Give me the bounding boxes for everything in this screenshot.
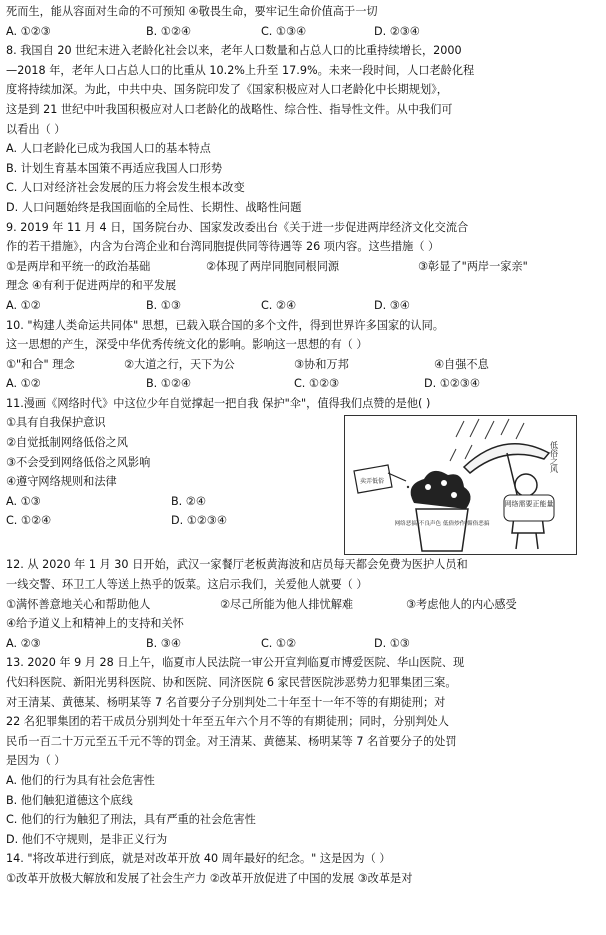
question-stem-line: 9. 2019 年 11 月 4 日，国务院台办、国家发改委出台《关于进一步促进两岸经济文化交流合 (6, 220, 469, 234)
question-stem-line: 代妇科医院、新阳光男科医院、协和医院、同济医院 6 家民营医院涉恶势力犯罪集团三案。 (6, 676, 457, 690)
option-a[interactable]: A. ①③ (6, 494, 41, 508)
statement-4: ④给予道义上和精神上的支持和关怀 (6, 617, 184, 631)
option-d[interactable]: D. ①②③④ (424, 377, 480, 391)
text-line: 死而生，能从容面对生命的不可预知 ④敬畏生命，要牢记生命价值高于一切 (6, 5, 378, 18)
option-d[interactable]: D. ①②③④ (171, 514, 227, 528)
question-13 (6, 653, 596, 849)
rain-label: 低俗之风 (549, 441, 559, 474)
statement-1: ①是两岸和平统一的政治基础 (6, 259, 151, 273)
statement-row (6, 355, 596, 375)
question-10 (6, 316, 596, 394)
question-9 (6, 218, 596, 316)
choice-c[interactable]: C. 人口对经济社会发展的压力将会发生根本改变 (6, 181, 245, 195)
option-c[interactable]: C. ②④ (261, 298, 296, 312)
statement-row (6, 257, 596, 277)
question-stem-line: —2018 年，老年人口占总人口的比重从 10.2%上升至 17.9%。未来一段时间，人口老龄化程 (6, 63, 475, 77)
question-stem-line: 这一思想的产生，深受中华优秀传统文化的影响。影响这一思想的有（ ） (6, 338, 368, 352)
question-stem-line: 对王清某、黄德某、杨明某等 7 名首要分子分别判处二十年至十一年不等的有期徒刑；对 (6, 695, 446, 709)
option-a[interactable]: A. ①② (6, 377, 41, 391)
option-b[interactable]: B. ②④ (171, 494, 206, 508)
question-14 (6, 849, 596, 888)
statement-3: ③考虑他人的内心感受 (406, 597, 517, 611)
option-a[interactable]: A. ①②③ (6, 24, 51, 38)
statement-3: ③彰显了"两岸一家亲" (418, 259, 528, 273)
question-stem-line: 这是到 21 世纪中叶我国积极应对人口老龄化的战略性、综合性、指导性文件。从中我们可 (6, 102, 453, 116)
choice-b[interactable]: B. 计划生育基本国策不再适应我国人口形势 (6, 161, 223, 175)
option-b[interactable]: B. ①③ (146, 298, 181, 312)
statement-2: ②自觉抵制网络低俗之风 (6, 436, 128, 450)
statement-4: ④遵守网络规则和法律 (6, 475, 117, 489)
question-stem-line: 13. 2020 年 9 月 28 日上午，临夏市人民法院一审公开宣判临夏市博爱医院、华山医院、现 (6, 656, 465, 670)
statement-3: ③不会受到网络低俗之风影响 (6, 455, 151, 469)
statement-2: ②尽己所能为他人排忧解难 (220, 597, 354, 611)
option-a[interactable]: A. ②③ (6, 636, 41, 650)
statement-2: ②大道之行，天下为公 (124, 357, 235, 371)
statement-3: ③协和万邦 (294, 357, 349, 371)
option-a[interactable]: A. ①② (6, 298, 41, 312)
question-stem-line: 14. "将改革进行到底，就是对改革开放 40 周年最好的纪念。" 这是因为（ ） (6, 852, 391, 866)
question-12 (6, 555, 596, 653)
option-row (6, 492, 346, 512)
choice-a[interactable]: A. 人口老龄化已成为我国人口的基本特点 (6, 142, 211, 156)
question-stem-line: 度将持续加深。为此，中共中央、国务院印发了《国家积极应对人口老龄化中长期规划》， (6, 83, 448, 97)
statement-2: ②体现了两岸同胞同根同源 (206, 259, 340, 273)
question-stem-line: 作的若干措施》，内含为台湾企业和台湾同胞提供同等待遇等 26 项内容。这些措施（ ） (6, 240, 440, 254)
statement-1: ①满怀善意地关心和帮助他人 (6, 597, 151, 611)
choice-d[interactable]: D. 人口问题始终是我国面临的全局性、长期性、战略性问题 (6, 200, 302, 214)
option-c[interactable]: C. ①③④ (261, 24, 307, 38)
statement-1: ①"和合" 理念 (6, 357, 75, 371)
choice-c[interactable]: C. 他们的行为触犯了刑法，具有严重的社会危害性 (6, 813, 256, 827)
option-c[interactable]: C. ①② (261, 636, 296, 650)
option-c[interactable]: C. ①②④ (6, 514, 52, 528)
question-stem-line: 22 名犯罪集团的若干成员分别判处十年至五年六个月不等的有期徒刑；同时，分别判处人 (6, 715, 449, 729)
option-d[interactable]: D. ③④ (374, 298, 410, 312)
option-row (6, 22, 596, 42)
choice-a[interactable]: A. 他们的行为具有社会危害性 (6, 774, 155, 787)
choice-b[interactable]: B. 他们触犯道德这个底线 (6, 793, 133, 807)
statement-4: ④自强不息 (434, 357, 489, 371)
option-b[interactable]: B. ③④ (146, 636, 181, 650)
option-d[interactable]: D. ①③ (374, 636, 410, 650)
umbrella-label: 网络需要正能量 (504, 500, 554, 509)
option-b[interactable]: B. ①②④ (146, 24, 191, 38)
question-stem-line: 10. "构建人类命运共同体" 思想，已载入联合国的多个文件，得到世界许多国家的认同。 (6, 318, 444, 332)
question-stem-line: 民币一百二十万元至五千元不等的罚金。对王清某、黄德某、杨明某等 7 名首要分子的处罚 (6, 734, 457, 748)
option-row (6, 634, 596, 654)
question-11 (6, 394, 596, 556)
question-8 (6, 41, 596, 217)
statement-row: ①改革开放极大解放和发展了社会生产力 ②改革开放促进了中国的发展 ③改革是对 (6, 871, 413, 885)
statement-row: 理念 ④有利于促进两岸的和平发展 (6, 279, 177, 293)
question-stem-line: 以看出（ ） (6, 122, 66, 136)
question-stem-line: 11.漫画《网络时代》中这位少年自觉撑起一把自我 保护"伞"，值得我们点赞的是他( ) (6, 396, 431, 410)
can-label: 卖弄低俗 (360, 478, 385, 486)
option-d[interactable]: D. ②③④ (374, 24, 420, 38)
question-stem-line: 是因为（ ） (6, 754, 66, 768)
question-stem-line: 12. 从 2020 年 1 月 30 日开始，武汉一家餐厅老板黄海波和店员每天都会免费为医护人员和 (6, 558, 468, 572)
option-b[interactable]: B. ①②④ (146, 377, 191, 391)
option-row (6, 296, 596, 316)
choice-d[interactable]: D. 他们不守规则，是非正义行为 (6, 832, 168, 846)
cartoon-image (344, 415, 577, 555)
option-row (6, 374, 596, 394)
option-c[interactable]: C. ①②③ (294, 377, 340, 391)
question-stem-line: 8. 我国自 20 世纪末进入老龄化社会以来，老年人口数量和占总人口的比重持续增长，2000 (6, 44, 462, 58)
statement-1: ①具有自我保护意识 (6, 416, 106, 430)
tree-label: 网络恶搞 不良声色 低俗炒作 媚俗恶搞 (394, 521, 490, 528)
statement-row (6, 595, 596, 615)
question-stem-line: 一线交警、环卫工人等送上热乎的饭菜。这启示我们，关爱他人就要（ ） (6, 578, 368, 592)
option-row (6, 511, 346, 531)
